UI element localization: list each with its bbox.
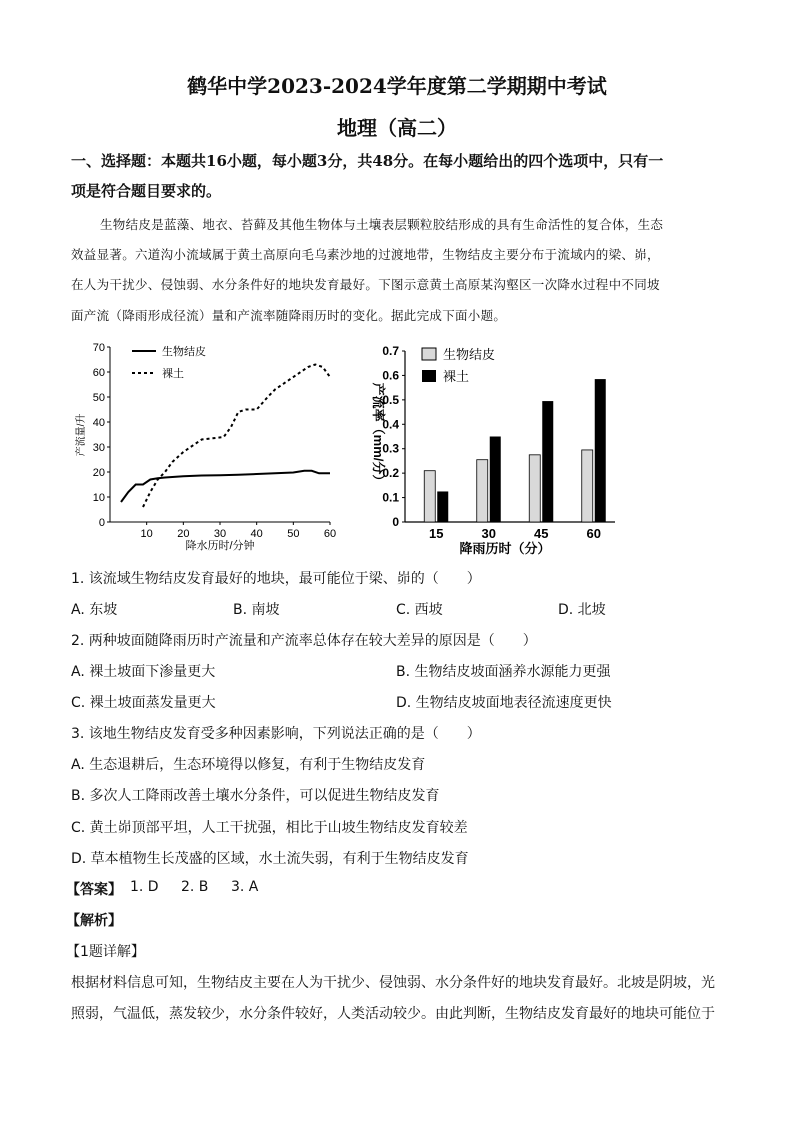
question-3-option-d[interactable]: D. 草本植物生长茂盛的区域，水土流失弱，有利于生物结皮发育 [71,851,469,867]
question-2-option-a[interactable]: A. 裸土坡面下渗量更大 [71,664,216,680]
y-axis-label: 产流量/升 [76,413,87,457]
legend-swatch-crust [422,348,436,360]
answer-tag: 【答案】 [66,882,122,898]
question-2-option-d[interactable]: D. 生物结皮坡面地表径流速度更快 [396,695,612,711]
y-tick-label: 10 [92,492,105,504]
question-2-stem: 2. 两种坡面随降雨历时产流量和产流率总体存在较大差异的原因是（ ） [71,633,537,649]
line-chart-legend [132,344,206,380]
x-tick-label: 60 [323,528,337,540]
question-1-option-d[interactable]: D. 北坡 [558,602,606,618]
x-tick-label: 40 [250,528,263,540]
question-1-stem: 1. 该流域生物结皮发育最好的地块，最可能位于梁、峁的（ ） [71,571,481,587]
analysis-tag: 【解析】 [66,913,122,929]
question-3-option-b[interactable]: B. 多次人工降雨改善土壤水分条件，可以促进生物结皮发育 [71,788,440,804]
section-heading-line1: 一、选择题：本题共16小题，每小题3分，共48分。在每小题给出的四个选项中，只有一 [71,152,664,170]
section-heading-line2: 项是符合题目要求的。 [71,182,222,200]
y-tick-label: 0.4 [382,417,399,432]
analysis-line: 照弱，气温低，蒸发较少，水分条件较好，人类活动较少。由此判断，生物结皮发育最好的地块可能位于 [71,1006,715,1022]
x-tick-label: 20 [177,528,190,540]
y-tick-label: 30 [92,442,105,454]
x-tick-label: 30 [213,528,227,540]
exam-subtitle: 地理（高二） [337,116,457,140]
x-tick-label: 10 [140,528,153,540]
answer-item: 3. A [231,879,259,895]
legend-swatch-bare [422,370,436,382]
y-axis-label: 产流率（mm/分） [371,382,386,488]
runoff-rate-bar-chart [360,335,640,560]
y-tick-label: 60 [92,367,105,379]
answer-item: 1. D [130,879,159,895]
question-1-option-c[interactable]: C. 西坡 [396,602,443,618]
question-3-stem: 3. 该地生物结皮发育受多种因素影响，下列说法正确的是（ ） [71,726,481,742]
question-3-option-a[interactable]: A. 生态退耕后，生态环境得以修复，有利于生物结皮发育 [71,757,426,773]
question-2-option-b[interactable]: B. 生物结皮坡面涵养水源能力更强 [396,664,611,680]
series-line-bare [143,365,330,508]
passage-line: 在人为干扰少、侵蚀弱、水分条件好的地块发育最好。下图示意黄土高原某沟壑区一次降水过程中不同坡 [71,277,660,292]
y-tick-label: 0.5 [382,392,399,407]
bar-crust [424,471,435,522]
answer-item: 2. B [181,879,209,895]
passage-line: 生物结皮是蓝藻、地衣、苔藓及其他生物体与土壤表层颗粒胶结形成的具有生命活性的复合体，生态 [100,217,664,232]
exam-title: 鹤华中学2023-2024学年度第二学期期中考试 [187,74,607,98]
x-tick-label: 30 [481,526,496,541]
x-tick-label: 45 [534,526,549,541]
question-2-option-c[interactable]: C. 裸土坡面蒸发量更大 [71,695,216,711]
analysis-subtag: 【1题详解】 [66,944,145,960]
runoff-volume-line-chart [70,335,360,560]
bar-bare [437,491,448,522]
y-tick-label: 0 [98,517,105,529]
y-tick-label: 0.2 [382,466,399,481]
bar-chart-bars [424,379,606,522]
y-tick-label: 40 [92,417,105,429]
y-tick-label: 0.7 [382,344,399,358]
bar-bare [490,437,501,523]
y-tick-label: 70 [92,342,105,354]
bar-bare [542,401,553,522]
bar-crust [529,455,540,522]
passage-line: 面产流（降雨形成径流）量和产流率随降雨历时的变化。据此完成下面小题。 [71,308,507,323]
x-tick-label: 60 [586,526,601,541]
analysis-line: 根据材料信息可知，生物结皮主要在人为干扰少、侵蚀弱、水分条件好的地块发育最好。北坡是阴坡，光 [71,975,715,991]
y-tick-label: 0 [392,515,399,529]
y-tick-label: 20 [92,467,105,479]
passage-line: 效益显著。六道沟小流域属于黄土高原向毛乌素沙地的过渡地带，生物结皮主要分布于流域内的梁、峁， [71,247,660,262]
y-tick-label: 0.6 [382,368,399,383]
bar-chart-legend [422,347,495,384]
x-axis-label: 降水历时/分钟 [185,540,255,552]
y-tick-label: 0.1 [382,490,399,505]
question-1-option-a[interactable]: A. 东坡 [71,602,118,618]
legend-label-crust: 生物结皮 [443,347,496,362]
y-tick-label: 0.3 [382,441,399,456]
y-tick-label: 50 [92,392,105,404]
line-chart-series [121,365,330,508]
question-3-option-c[interactable]: C. 黄土峁顶部平坦，人工干扰强，相比于山坡生物结皮发育较差 [71,820,468,836]
legend-label-bare: 裸土 [162,368,184,380]
bar-bare [595,379,606,522]
question-1-option-b[interactable]: B. 南坡 [233,602,280,618]
bar-crust [582,450,593,522]
x-tick-label: 50 [287,528,300,540]
x-tick-label: 15 [429,526,444,541]
series-line-crust [121,471,330,502]
x-axis-label: 降雨历时（分） [459,541,551,556]
legend-label-crust: 生物结皮 [162,346,206,358]
legend-label-bare: 裸土 [443,369,470,384]
bar-crust [477,460,488,522]
